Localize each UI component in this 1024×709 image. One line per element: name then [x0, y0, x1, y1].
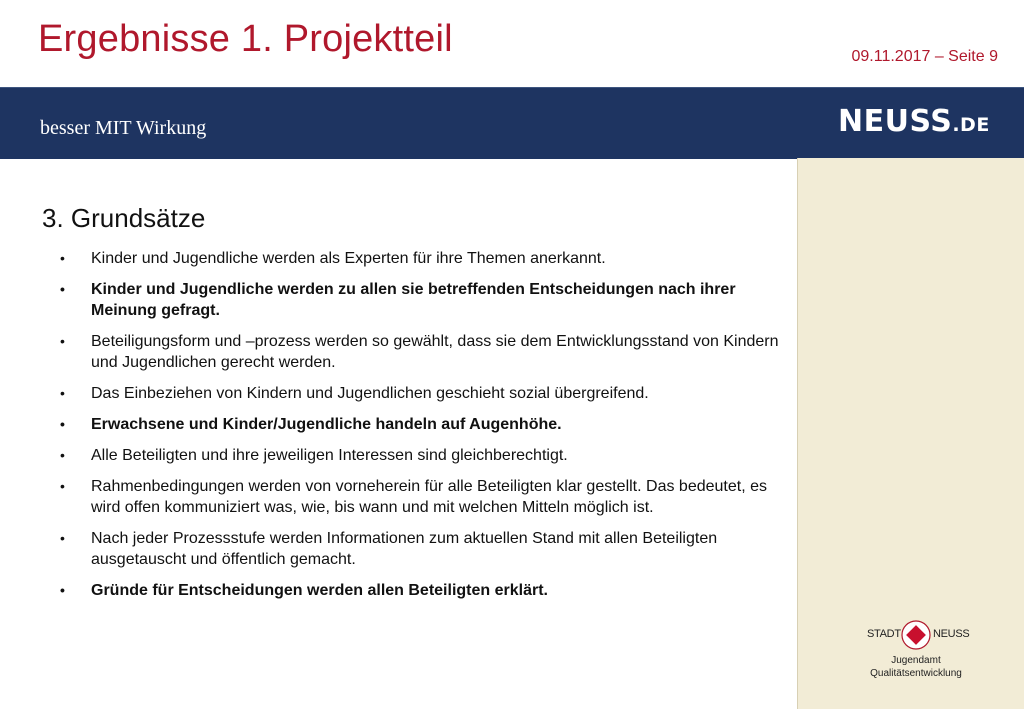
list-item: • Gründe für Entscheidungen werden allen Beteiligten erklärt.: [60, 580, 795, 601]
logo-left-word: STADT: [867, 628, 901, 640]
principles-list: [60, 248, 795, 611]
list-item: • Alle Beteiligten und ihre jeweiligen Interessen sind gleichberechtigt.: [60, 445, 795, 466]
logo-line-2: Qualitätsentwicklung: [870, 668, 962, 679]
list-item: • Beteiligungsform und –prozess werden so gewählt, dass sie dem Entwicklungsstand von Kindern und Jugendlichen gerecht werden.: [60, 331, 795, 373]
section-heading: 3. Grundsätze: [42, 203, 206, 233]
brand-suffix: .DE: [952, 114, 990, 136]
neuss-brand-logo: [838, 104, 990, 139]
list-item: • Rahmenbedingungen werden von vorneherein für alle Beteiligten klar gestellt. Das bedeutet, es wird offen kommuniziert was, wie, bis wann und mit welchen Mitteln möglich ist.: [60, 476, 795, 518]
page-title: Ergebnisse 1. Projektteil: [38, 18, 453, 60]
logo-line-1: Jugendamt: [891, 655, 941, 666]
tagline: besser MIT Wirkung: [40, 117, 207, 139]
list-item: • Das Einbeziehen von Kindern und Jugendlichen geschieht sozial übergreifend.: [60, 383, 795, 404]
list-item: • Kinder und Jugendliche werden als Experten für ihre Themen anerkannt.: [60, 248, 795, 269]
brand-main: NEUSS: [838, 104, 953, 139]
logo-right-word: NEUSS: [933, 628, 970, 640]
stadt-neuss-logo: [861, 619, 981, 685]
date-page-label: 09.11.2017 – Seite 9: [851, 48, 998, 65]
list-item: • Erwachsene und Kinder/Jugendliche handeln auf Augenhöhe.: [60, 414, 795, 435]
list-item: • Nach jeder Prozessstufe werden Informationen zum aktuellen Stand mit allen Beteiligten ausgetauscht und öffentlich gemacht.: [60, 528, 795, 570]
list-item: • Kinder und Jugendliche werden zu allen sie betreffenden Entscheidungen nach ihrer Meinung gefragt.: [60, 279, 795, 321]
header-band: [0, 87, 1024, 159]
stadt-neuss-emblem-icon: [900, 619, 932, 651]
